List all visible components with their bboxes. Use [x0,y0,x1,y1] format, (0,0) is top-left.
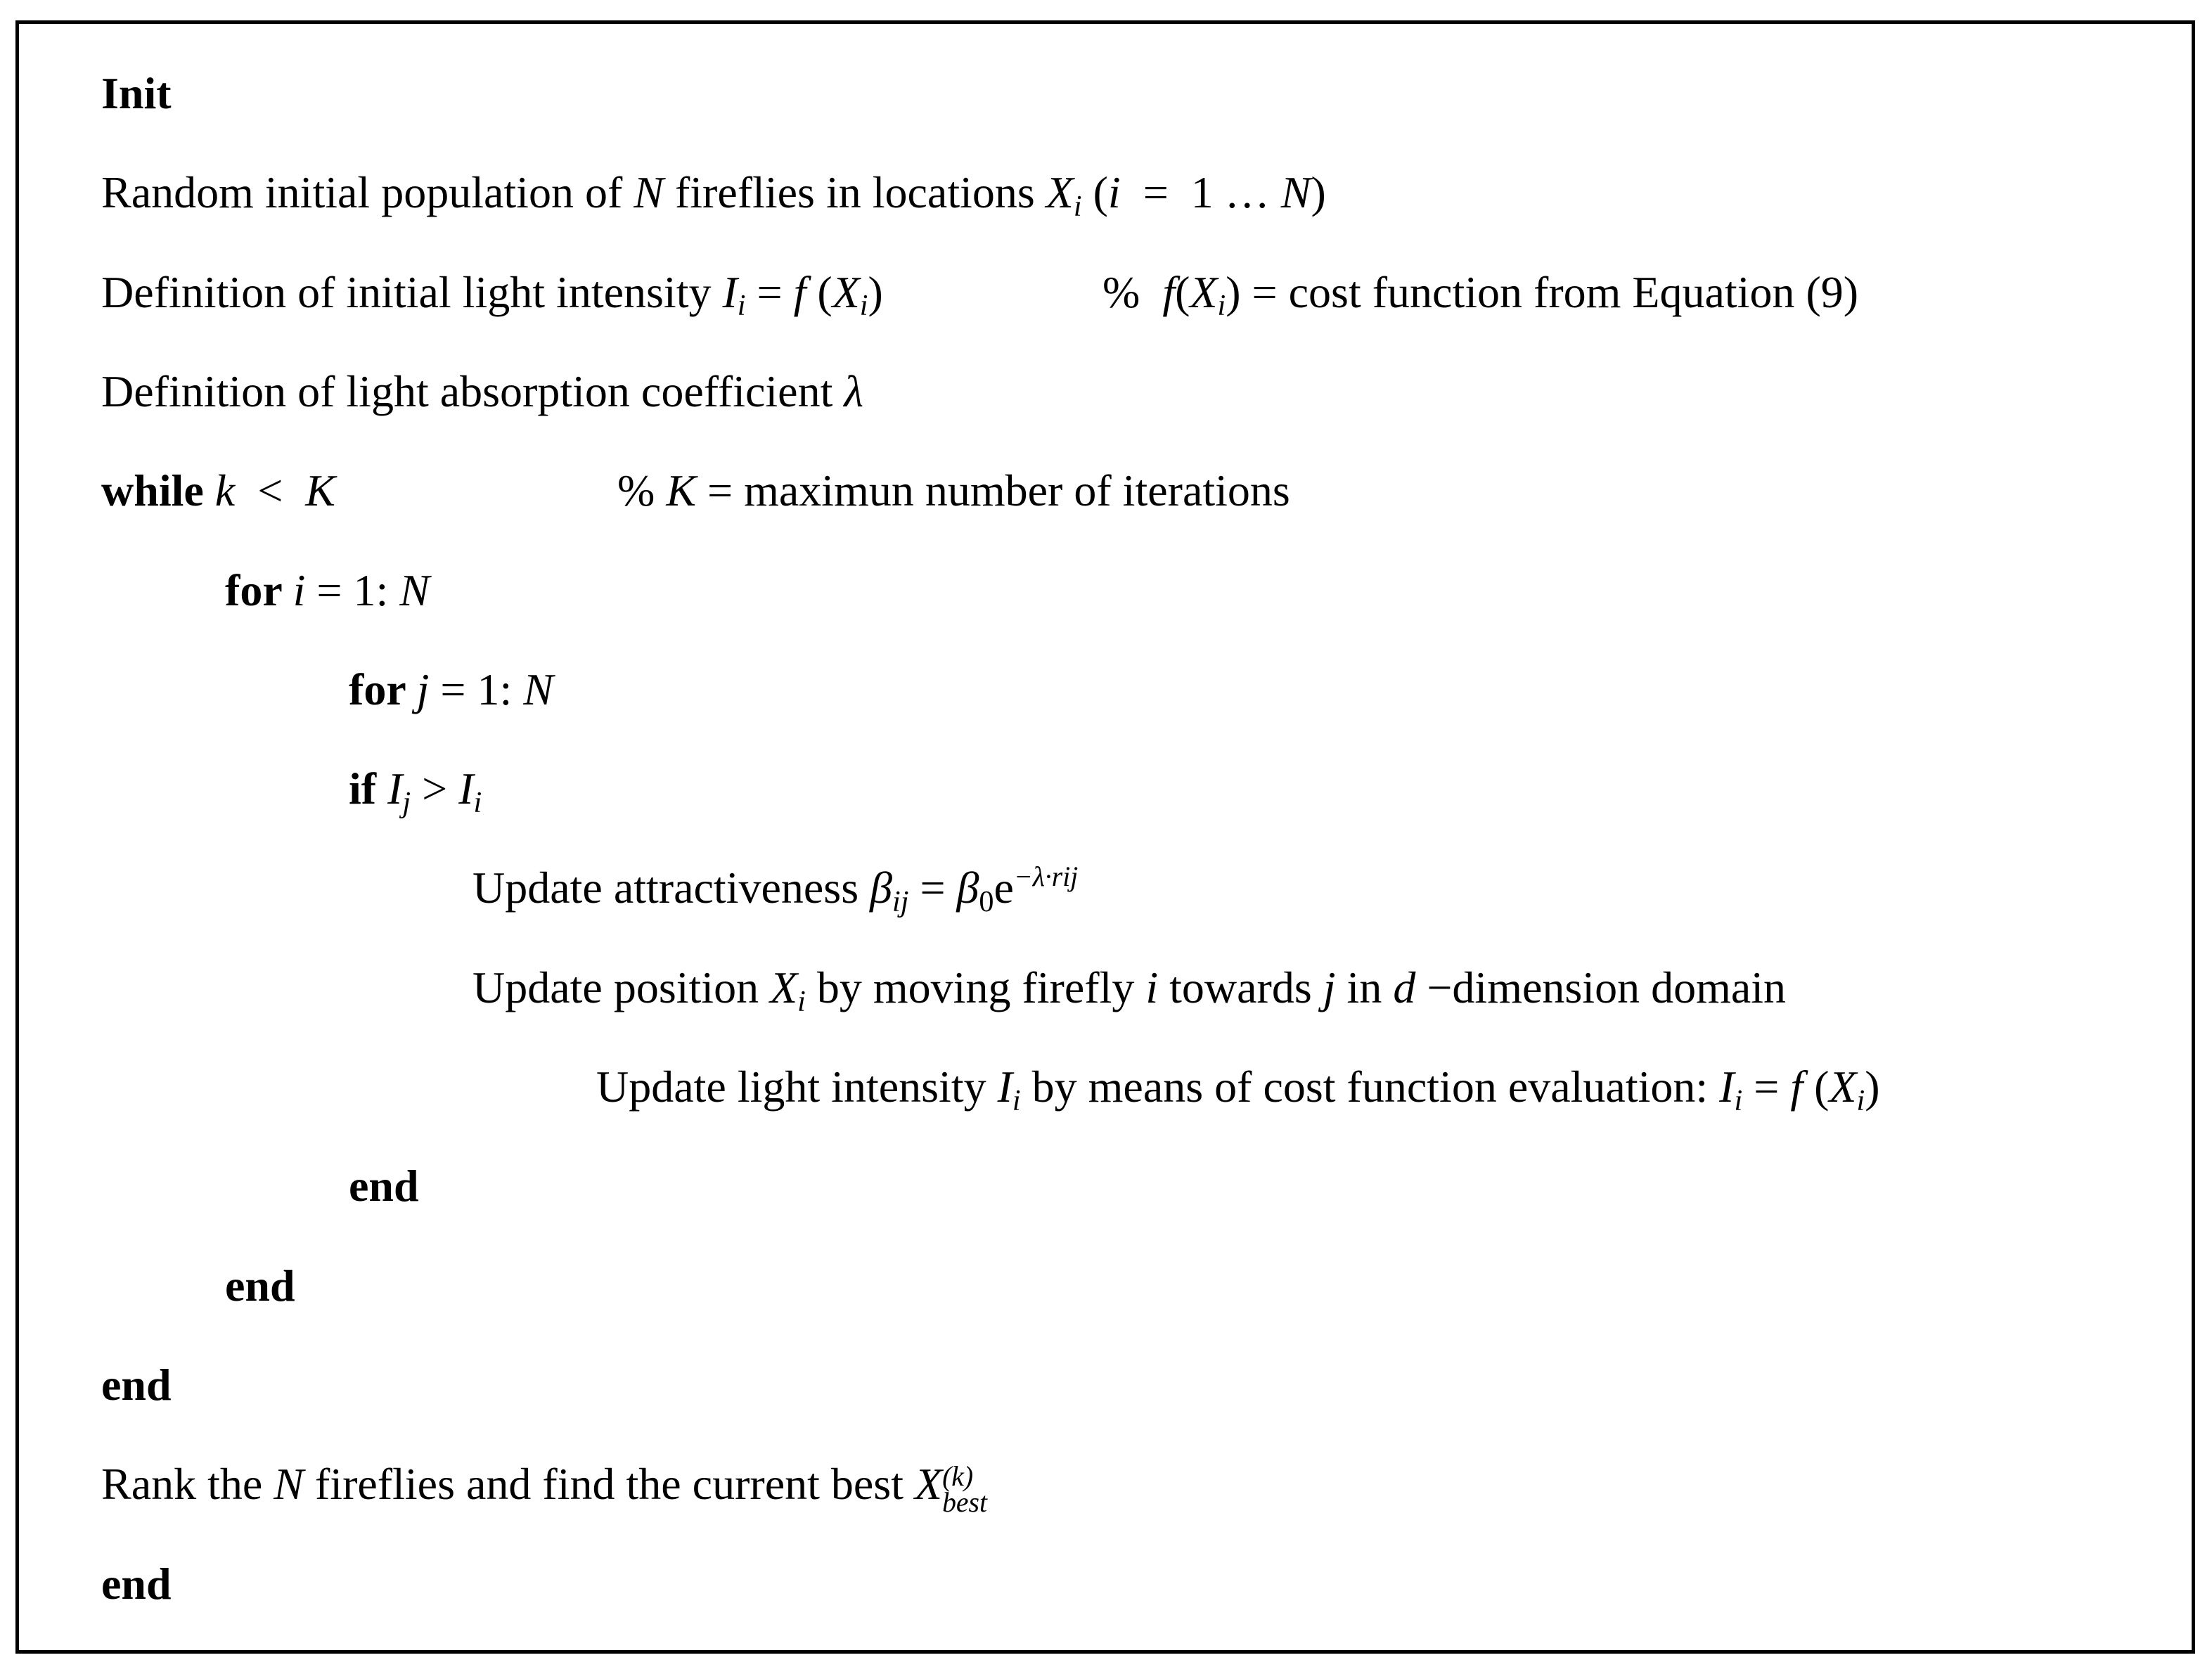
math-symbol: f [1790,1062,1803,1112]
math-symbol: j [1323,962,1336,1012]
math-symbol: N [634,167,664,218]
math-symbol: X [1829,1062,1857,1112]
text-run: by means of cost function evaluation: [1020,1062,1720,1112]
pseudocode-line [472,962,1787,1018]
subscript: i [1217,289,1226,323]
math-symbol: X [1046,167,1074,218]
text-run: = 1 … [1120,167,1281,218]
math-symbol: X [1190,266,1218,317]
pseudocode-line [101,1558,172,1609]
math-symbol: λ [844,366,864,416]
superscript: −λ·r [1013,861,1063,892]
text-run: < [235,465,306,516]
math-symbol: N [523,664,553,714]
subscript: j [402,785,411,819]
subscript: i [797,984,806,1018]
keyword: end [225,1260,295,1311]
text-run: Rank the [101,1459,274,1510]
text-run: Update position [472,962,771,1012]
text-run: = 1: [429,664,524,714]
math-symbol: f [1162,266,1176,317]
math-symbol: X [832,266,860,317]
subscript: i [1856,1083,1865,1117]
pseudocode-line [225,565,430,615]
text-run: −dimension domain [1415,962,1787,1012]
subscript: i [737,289,746,323]
text-run: Update attractiveness [472,863,870,913]
pseudocode-line [349,764,482,819]
math-symbol: k [214,465,236,516]
pseudocode-line [225,1260,295,1311]
text-run: e [994,863,1014,913]
pseudocode-line [101,167,1326,224]
text-run: = [1742,1062,1791,1112]
subscript: i [1073,190,1082,224]
keyword: for [349,664,417,714]
text-run: ) [868,266,883,317]
subscript: i [859,289,868,323]
text-run: by moving firefly [805,962,1146,1012]
pseudocode-line [596,1062,1880,1117]
text-run: fireflies and find the current best [303,1459,915,1510]
math-symbol: f [793,266,806,317]
sub-superscript [942,1460,987,1519]
math-symbol: X [914,1459,943,1510]
subscript: best [942,1487,987,1519]
pseudocode-line [101,366,864,416]
text-run: > [411,764,459,814]
text-run: = maximun number of iterations [696,465,1290,516]
math-symbol: I [458,764,474,814]
subscript: 0 [979,885,994,919]
math-symbol: β [870,863,892,913]
math-symbol: I [387,764,403,814]
text-run: = [745,266,794,317]
text-run: ( [806,266,832,317]
pseudocode-line [349,664,553,714]
pseudocode-line [101,1359,172,1410]
text-run: ) = cost function from Equation (9) [1226,266,1859,317]
keyword: end [101,1558,172,1609]
code-comment [1102,266,1859,323]
math-symbol: I [722,266,738,317]
math-symbol: β [956,863,979,913]
superscript: (k) [942,1460,974,1492]
text-run: Definition of initial light intensity [101,266,723,317]
math-symbol: d [1393,962,1416,1012]
algorithm-box [15,20,2195,1654]
subscript: ij [892,885,909,919]
keyword: for [225,565,293,615]
text-run: = [908,863,957,913]
text-run: fireflies in locations [663,167,1046,218]
subscript: i [1734,1083,1743,1117]
math-symbol: j [416,664,430,714]
code-comment [617,465,1290,516]
keyword: while [101,465,215,516]
text-run: Update light intensity [596,1062,998,1112]
math-symbol: I [1719,1062,1735,1112]
keyword: Init [101,68,172,118]
text-run: = 1: [305,565,400,615]
pseudocode-line [101,1459,987,1519]
text-run: % [617,465,667,516]
text-run: ( [1175,266,1190,317]
math-symbol: i [1145,962,1159,1012]
keyword: end [101,1359,172,1410]
math-symbol: N [1280,167,1311,218]
pseudocode-line [349,1161,419,1211]
math-symbol: N [399,565,430,615]
text-run: ( [1081,167,1108,218]
superscript: ij [1062,861,1079,892]
text-run: ( [1803,1062,1830,1112]
text-run: ) [1865,1062,1880,1112]
text-run: ) [1311,167,1326,218]
text-run: in [1335,962,1394,1012]
pseudocode-line [101,465,1290,516]
math-symbol: N [274,1459,304,1510]
keyword: if [349,764,388,814]
subscript: i [473,785,482,819]
pseudocode-line [101,68,172,118]
math-symbol: I [997,1062,1012,1112]
text-run: Random initial population of [101,167,634,218]
keyword: end [349,1161,419,1211]
text-run: Definition of light absorption coefficient [101,366,844,416]
subscript: i [1012,1083,1021,1117]
math-symbol: K [305,465,335,516]
math-symbol: i [292,565,306,615]
math-symbol: K [666,465,696,516]
text-run: % [1102,266,1163,317]
pseudocode-line [472,861,1079,919]
math-symbol: X [770,962,798,1012]
math-symbol: i [1107,167,1121,218]
text-run: towards [1158,962,1323,1012]
pseudocode-line [101,266,1859,323]
